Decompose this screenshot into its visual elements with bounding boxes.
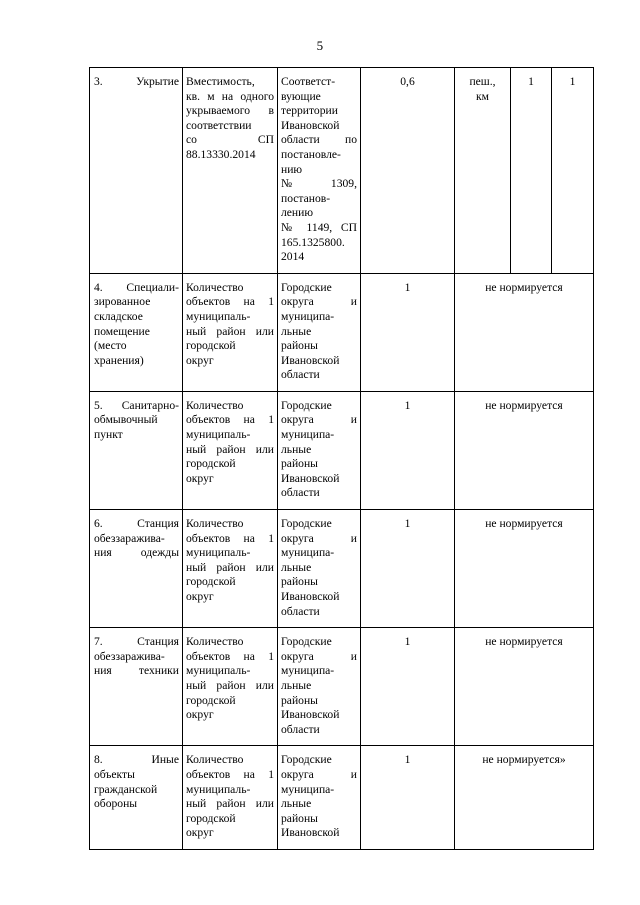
indicator-cell-line: муниципаль- [186,309,251,323]
indicator-cell-line: городской [186,457,236,471]
value-cell: 0,6 [361,68,455,274]
indicator-cell-line: кв. м на одного [186,89,274,103]
object-name-cell-line: 5. Санитарно- [94,398,179,412]
territory-cell-line: округа и [281,413,357,427]
object-name-cell-line: 8. Иные [94,753,179,767]
indicator-cell-line: Количество [186,753,244,767]
indicator-cell [183,510,278,628]
territory-cell-line: льные [281,324,312,338]
indicator-cell-line: муниципаль- [186,428,251,442]
object-name-cell [90,628,183,746]
territory-cell-line: Ивановской [281,826,340,840]
territory-cell-line: муниципа- [281,664,335,678]
indicator-cell-line: городской [186,575,236,589]
territory-cell-line: муниципа- [281,428,335,442]
territory-cell-line: 165.1325800. [281,235,345,249]
object-name-cell-line: обороны [94,797,138,811]
indicator-cell-line: муниципаль- [186,546,251,560]
coefficient-1-cell: 1 [511,68,552,274]
note-cell: не нормируется [455,273,594,391]
territory-cell-line: муниципа- [281,309,335,323]
indicator-cell-line: Количество [186,635,244,649]
indicator-cell-line: объектов на 1 [186,531,274,545]
object-name-cell-line: складское [94,309,143,323]
object-name-cell-line: 6. Станция [94,517,179,531]
territory-cell [278,68,361,274]
territory-cell-line: округа и [281,767,357,781]
indicator-cell-line: округ [186,826,214,840]
indicator-cell-line: городской [186,339,236,353]
coefficient-2-cell: 1 [552,68,594,274]
norms-table [89,67,594,850]
indicator-cell-line: 88.13330.2014 [186,147,256,161]
territory-cell-line: области по [281,133,357,147]
table-row [90,68,594,274]
object-name-cell-line: обеззаражива- [94,531,165,545]
indicator-cell-line: со СП [186,133,274,147]
object-name-cell-line: (место [94,339,127,353]
indicator-cell-line: ный район или [186,797,274,811]
territory-cell-line: округа и [281,649,357,663]
territory-cell-line: области [281,722,320,736]
object-name-cell [90,391,183,509]
territory-cell-line: 2014 [281,250,305,264]
object-name-cell-line: 4. Специали- [94,280,179,294]
territory-cell [278,746,361,850]
indicator-cell-line: объектов на 1 [186,649,274,663]
indicator-cell-line: Количество [186,398,244,412]
indicator-cell-line: городской [186,811,236,825]
value-cell: 1 [361,391,455,509]
indicator-cell-line: соответствии [186,118,252,132]
object-name-cell [90,68,183,274]
indicator-cell [183,391,278,509]
indicator-cell [183,746,278,850]
territory-cell-line: Ивановской [281,590,340,603]
indicator-cell-line: округ [186,590,214,603]
object-name-cell-line: ния техники [94,664,179,678]
unit-cell [455,68,511,274]
indicator-cell-line: ный район или [186,442,274,456]
value-cell: 1 [361,273,455,391]
value-cell: 1 [361,510,455,628]
territory-cell-line: Ивановской [281,471,340,485]
territory-cell-line: Городские [281,517,332,531]
note-cell: не нормируется [455,628,594,746]
indicator-cell-line: объектов на 1 [186,767,274,781]
territory-cell-line: округа и [281,531,357,545]
page-number: 5 [316,38,324,53]
territory-cell-line: области [281,486,320,500]
territory-cell-line: районы [281,811,318,825]
territory-cell-line: Ивановской [281,353,340,367]
indicator-cell-line: ный район или [186,678,274,692]
object-name-cell [90,746,183,850]
object-name-cell [90,273,183,391]
indicator-cell-line: ный район или [186,560,274,574]
territory-cell-line: лению [281,206,314,220]
territory-cell-line: вующие [281,89,321,103]
territory-cell-line: округа и [281,295,357,309]
indicator-cell-line: объектов на 1 [186,295,274,309]
territory-cell-line: муниципа- [281,782,335,796]
indicator-cell-line: округ [186,353,214,367]
territory-cell-line: муниципа- [281,546,335,560]
object-name-cell-line: помещение [94,324,150,338]
territory-cell [278,510,361,628]
territory-cell-line: Соответст- [281,75,336,88]
indicator-cell-line: муниципаль- [186,782,251,796]
territory-cell-line: № 1149, СП [281,220,357,234]
object-name-cell-line: 3. Укрытие [94,75,179,88]
table-row [90,391,594,509]
note-cell: не нормируется» [455,746,594,850]
indicator-cell-line: Количество [186,280,244,294]
indicator-cell-line: округ [186,708,214,722]
territory-cell-line: льные [281,797,312,811]
territory-cell-line: Городские [281,280,332,294]
territory-cell [278,391,361,509]
indicator-cell [183,628,278,746]
territory-cell-line: территории [281,104,338,118]
object-name-cell-line: 7. Станция [94,635,179,649]
object-name-cell-line: зированное [94,295,151,309]
indicator-cell-line: укрываемого в [186,104,274,118]
object-name-cell-line: пункт [94,428,123,442]
table-row [90,628,594,746]
territory-cell-line: области [281,368,320,382]
territory-cell-line: № 1309, [281,177,357,191]
table-row [90,273,594,391]
indicator-cell-line: Количество [186,517,244,531]
territory-cell-line: постанов- [281,191,331,205]
indicator-cell-line: городской [186,693,236,707]
table-body [90,68,594,850]
object-name-cell-line: обмывочный [94,413,158,427]
indicator-cell-line: Вместимость, [186,75,255,88]
note-cell: не нормируется [455,510,594,628]
territory-cell-line: постановле- [281,147,341,161]
indicator-cell-line: ный район или [186,324,274,338]
territory-cell-line: области [281,604,320,618]
indicator-cell-line: муниципаль- [186,664,251,678]
territory-cell-line: льные [281,442,312,456]
territory-cell-line: льные [281,678,312,692]
territory-cell-line: районы [281,457,318,471]
unit-cell-line: пеш., [469,75,496,88]
territory-cell-line: Городские [281,635,332,649]
territory-cell-line: районы [281,575,318,589]
value-cell: 1 [361,628,455,746]
territory-cell-line: Ивановской [281,118,340,132]
territory-cell-line: районы [281,693,318,707]
object-name-cell-line: хранения) [94,353,144,367]
table-row [90,510,594,628]
value-cell: 1 [361,746,455,850]
object-name-cell-line: объекты [94,767,135,781]
territory-cell [278,628,361,746]
territory-cell-line: льные [281,560,312,574]
object-name-cell-line: гражданской [94,782,158,796]
note-cell: не нормируется [455,391,594,509]
indicator-cell-line: объектов на 1 [186,413,274,427]
territory-cell-line: районы [281,339,318,353]
territory-cell-line: Городские [281,398,332,412]
indicator-cell [183,68,278,274]
territory-cell-line: нию [281,162,303,176]
table-row [90,746,594,850]
indicator-cell-line: округ [186,471,214,485]
territory-cell-line: Ивановской [281,708,340,722]
object-name-cell [90,510,183,628]
object-name-cell-line: обеззаражива- [94,649,165,663]
territory-cell [278,273,361,391]
indicator-cell [183,273,278,391]
object-name-cell-line: ния одежды [94,546,179,560]
unit-cell-line: км [476,89,489,103]
territory-cell-line: Городские [281,753,332,767]
